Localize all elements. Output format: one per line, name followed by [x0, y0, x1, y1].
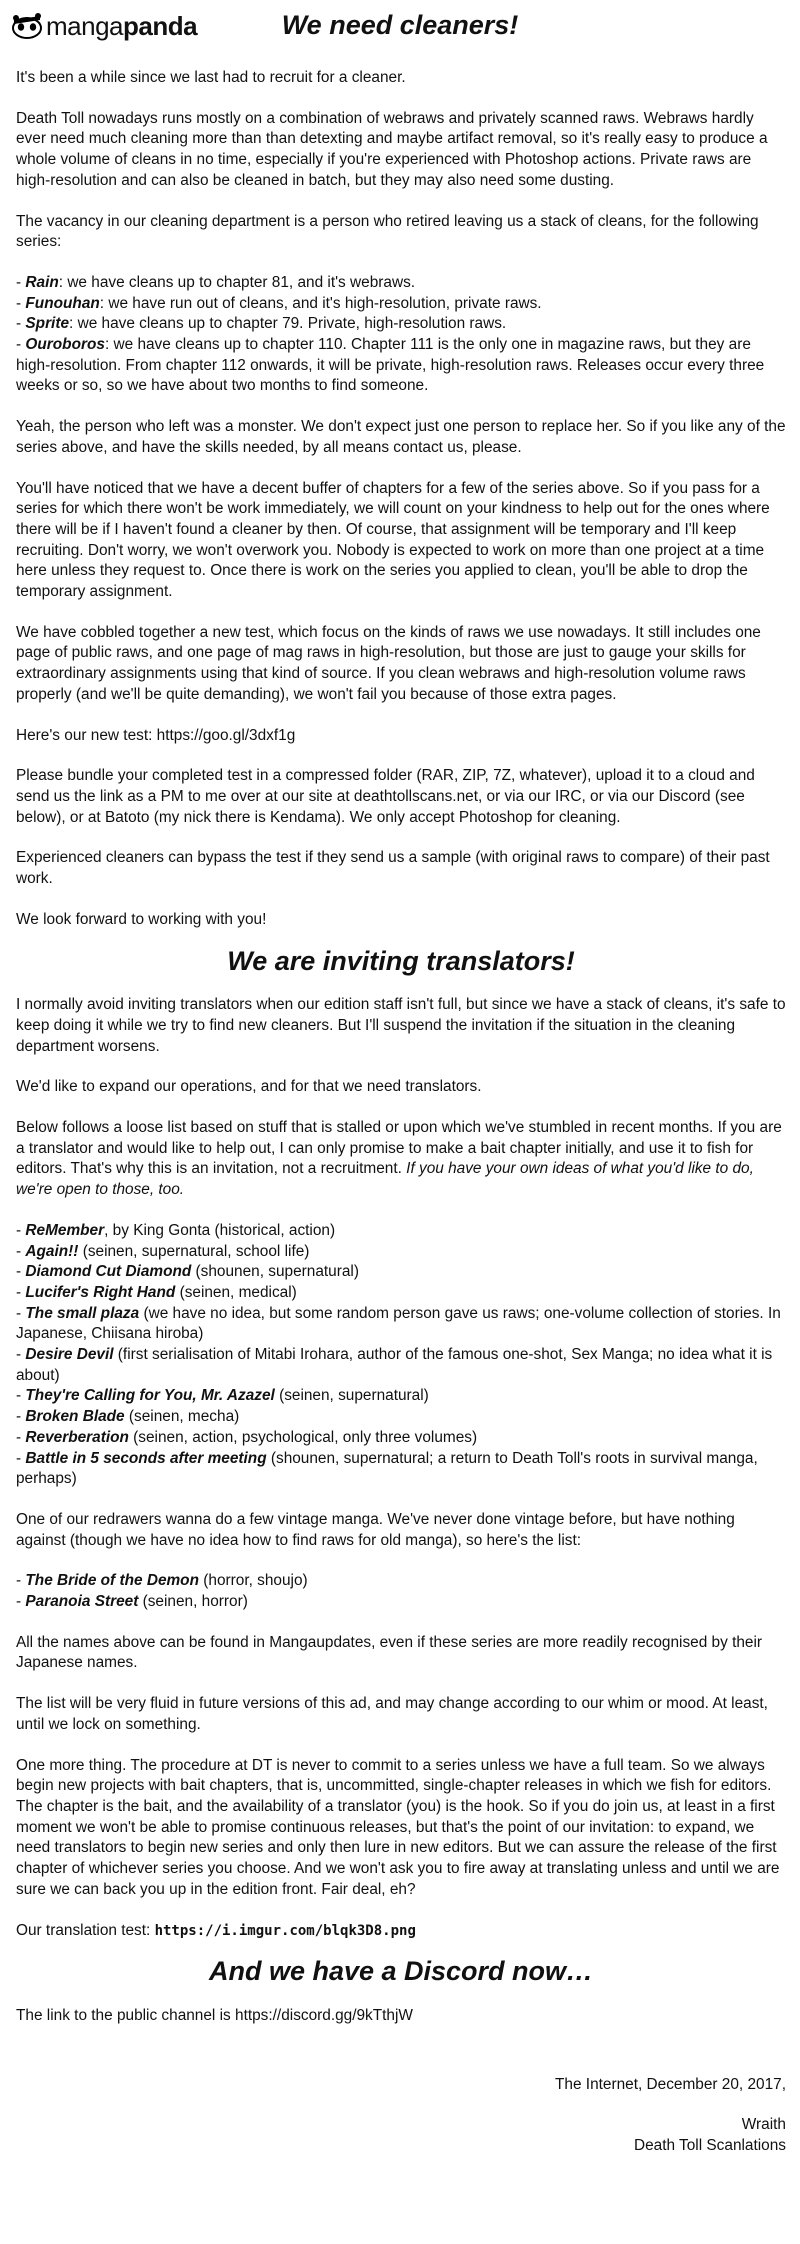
- list-item: - Again!! (seinen, supernatural, school life): [16, 1242, 310, 1260]
- paragraph: One more thing. The procedure at DT is never to commit to a series unless we have a full team. So we always begin new projects with bait chapters, that is, uncommitted, single-chapter releases in which we fish for editors. The chapter is the bait, and the availability of a translator (you) is the hook. So if you do join us, at least in a first moment we won't be able to promise continuous releases, but that's the point of our invitation: to expand, we need translators to begin new series and only then lure in new editors. But we can assure the release of the first chapter of whichever series you choose. And we won't ask you to fire away at translating unless and until we are sure we can back you up in the edition front. Fair deal, eh?: [16, 1756, 780, 1898]
- series-desc: (seinen, action, psychological, only three volumes): [128, 1428, 478, 1446]
- series-name: Funouhan: [25, 294, 100, 312]
- paragraph-text: Below follows a loose list based on stuff that is stalled or upon which we've stumbled in recent months. If you are a translator and would like to help out, I can only promise to make a bait chapter initially, and use it to fish for editors. That's why this is an invitation, not a recruitment.: [16, 1119, 782, 1178]
- paragraph: Yeah, the person who left was a monster. We don't expect just one person to replace her. So if you like any of the series above, and have the skills needed, by all means contact us, please.: [16, 418, 786, 456]
- list-item: - Broken Blade (seinen, mecha): [16, 1408, 240, 1426]
- series-name: Sprite: [25, 315, 70, 333]
- paragraph: Death Toll nowadays runs mostly on a combination of webraws and privately scanned raws. Webraws hardly ever need much cleaning more than than detexting and maybe artifact removal, so it's really easy to produce a whole volume of cleans in no time, especially if you're experienced with Photoshop actions. Private raws are high-resolution and can also be cleaned in batch, but they may also need some dusting.: [16, 109, 768, 189]
- paragraph: We look forward to working with you!: [16, 910, 267, 928]
- signature-place-date: The Internet, December 20, 2017,: [555, 2075, 786, 2093]
- heading-translators: We are inviting translators!: [227, 945, 575, 976]
- paragraph: You'll have noticed that we have a decent buffer of chapters for a few of the series above. So if you pass for a series for which there won't be work immediately, we will count on your kindness to help out for the ones where there will be if I haven't found a cleaner by then. Of course, that assignment will be temporary and I'll keep recruiting. Don't worry, we won't overwork you. Nobody is expected to work on more than one project at a time here unless they request to. Once there is work on the series you applied to clean, you'll be able to drop the temporary assignment.: [16, 479, 770, 601]
- list-item: - Reverberation (seinen, action, psychological, only three volumes): [16, 1428, 478, 1446]
- cleaning-test-link[interactable]: Here's our new test: https://goo.gl/3dxf1g: [16, 726, 296, 744]
- series-name: Battle in 5 seconds after meeting: [25, 1449, 267, 1467]
- series-desc: : we have cleans up to chapter 110. Chapter 111 is the only one in magazine raws, but they are high-resolution. From chapter 112 onwards, it will be private, high-resolution raws. Releases occur every three weeks or so, so we have about two months to find someone.: [16, 336, 765, 395]
- series-desc: (shounen, supernatural): [191, 1263, 359, 1281]
- paragraph: The list will be very fluid in future versions of this ad, and may change according to our whim or mood. At least, until we lock on something.: [16, 1695, 768, 1733]
- paragraph: We'd like to expand our operations, and for that we need translators.: [16, 1078, 482, 1096]
- list-item: - Paranoia Street (seinen, horror): [16, 1593, 248, 1611]
- logo-text-part1: manga: [46, 10, 123, 41]
- series-desc: : we have cleans up to chapter 79. Private, high-resolution raws.: [69, 315, 507, 333]
- list-item: - Rain: we have cleans up to chapter 81, and it's webraws.: [16, 273, 416, 291]
- series-desc: (first serialisation of Mitabi Irohara, author of the famous one-shot, Sex Manga; no idea what it is about): [16, 1346, 773, 1384]
- list-item: - The Bride of the Demon (horror, shoujo): [16, 1572, 308, 1590]
- series-name: Lucifer's Right Hand: [25, 1283, 176, 1301]
- signature: [16, 2075, 786, 2157]
- series-name: Ouroboros: [25, 336, 105, 354]
- series-desc: (seinen, supernatural): [274, 1387, 429, 1405]
- list-item: - ReMember, by King Gonta (historical, action): [16, 1221, 336, 1239]
- paragraph: [16, 1118, 786, 1201]
- translation-series-list: [16, 1221, 786, 1490]
- paragraph: One of our redrawers wanna do a few vintage manga. We've never done vintage before, but have nothing against (though we have no idea how to find raws for old manga), so here's the list:: [16, 1510, 735, 1549]
- series-name: Reverberation: [25, 1428, 129, 1446]
- series-desc: (seinen, medical): [175, 1283, 297, 1301]
- signature-name: Wraith: [741, 2116, 786, 2134]
- vintage-series-list: [16, 1571, 786, 1612]
- series-name: The Bride of the Demon: [25, 1572, 199, 1590]
- list-item: - Sprite: we have cleans up to chapter 79. Private, high-resolution raws.: [16, 315, 507, 333]
- article-body: [16, 68, 786, 2157]
- logo-text-part2: panda: [123, 10, 198, 41]
- series-desc: (we have no idea, but some random person gave us raws; one-volume collection of stories. In Japanese, Chiisana hiroba): [16, 1304, 781, 1343]
- heading-discord: And we have a Discord now…: [208, 1956, 594, 1987]
- series-desc: : we have cleans up to chapter 81, and it's webraws.: [58, 273, 416, 291]
- paragraph-italic-text: If you have your own ideas of what you'd like to do, we're open to those, too.: [16, 1160, 754, 1199]
- translation-test-link[interactable]: https://i.imgur.com/blqk3D8.png: [154, 1922, 416, 1939]
- cleaning-series-list: [16, 273, 786, 397]
- paragraph: It's been a while since we last had to recruit for a cleaner.: [16, 69, 406, 86]
- series-desc: (shounen, supernatural; a return to Death Toll's roots in survival manga, perhaps): [16, 1449, 758, 1488]
- series-name: Desire Devil: [25, 1346, 114, 1364]
- paragraph: We have cobbled together a new test, which focus on the kinds of raws we use nowadays. It still includes one page of public raws, and one page of mag raws in high-resolution, but those are just to gauge your skills for extraordinary assignments using that kind of source. If you clean webraws and high-resolution volume raws properly (and we'll be quite demanding), we won't fail you because of those extra pages.: [16, 623, 761, 703]
- series-desc: (seinen, mecha): [124, 1408, 240, 1426]
- series-name: Broken Blade: [25, 1408, 125, 1426]
- list-item: - Lucifer's Right Hand (seinen, medical): [16, 1283, 297, 1301]
- series-desc: , by King Gonta (historical, action): [104, 1221, 336, 1239]
- list-item: - The small plaza (we have no idea, but some random person gave us raws; one-volume collection of stories. In Japanese, Chiisana hiroba): [16, 1304, 781, 1343]
- series-name: Again!!: [25, 1242, 79, 1260]
- list-item: - Battle in 5 seconds after meeting (shounen, supernatural; a return to Death Toll's roots in survival manga, perhaps): [16, 1449, 758, 1488]
- list-item: - Desire Devil (first serialisation of Mitabi Irohara, author of the famous one-shot, Sex Manga; no idea what it is about): [16, 1346, 773, 1384]
- paragraph: All the names above can be found in Mangaupdates, even if these series are more readily recognised by their Japanese names.: [16, 1633, 763, 1672]
- series-desc: (seinen, horror): [138, 1593, 248, 1611]
- list-item: - They're Calling for You, Mr. Azazel (seinen, supernatural): [16, 1387, 429, 1405]
- paragraph: Experienced cleaners can bypass the test if they send us a sample (with original raws to compare) of their past work.: [16, 849, 770, 888]
- series-name: Paranoia Street: [25, 1593, 139, 1611]
- series-name: They're Calling for You, Mr. Azazel: [25, 1387, 275, 1405]
- signature-group: Death Toll Scanlations: [633, 2137, 786, 2155]
- list-item: - Diamond Cut Diamond (shounen, supernatural): [16, 1263, 359, 1281]
- series-name: Diamond Cut Diamond: [25, 1263, 192, 1281]
- series-name: ReMember: [25, 1221, 105, 1239]
- paragraph: The vacancy in our cleaning department is a person who retired leaving us a stack of cleans, for the following series:: [16, 212, 759, 251]
- heading-cleaners: We need cleaners!: [281, 10, 519, 40]
- discord-link[interactable]: The link to the public channel is https://discord.gg/9kTthjW: [16, 2006, 413, 2024]
- series-desc: (horror, shoujo): [199, 1572, 308, 1590]
- series-name: The small plaza: [25, 1304, 140, 1322]
- series-desc: : we have run out of cleans, and it's high-resolution, private raws.: [99, 294, 542, 312]
- series-name: Rain: [25, 273, 59, 291]
- list-item: - Ouroboros: we have cleans up to chapter 110. Chapter 111 is the only one in magazine raws, but they are high-resolution. From chapter 112 onwards, it will be private, high-resolution raws. Releases occur every three weeks or so, so we have about two months to find someone.: [16, 336, 765, 395]
- paragraph: Please bundle your completed test in a compressed folder (RAR, ZIP, 7Z, whatever), upload it to a cloud and send us the link as a PM to me over at our site at deathtollscans.net, or via our IRC, or via our Discord (see below), or at Batoto (my nick there is Kendama). We only accept Photoshop for cleaning.: [16, 767, 755, 826]
- list-item: - Funouhan: we have run out of cleans, and it's high-resolution, private raws.: [16, 294, 542, 312]
- series-desc: (seinen, supernatural, school life): [78, 1242, 310, 1260]
- signature-name-block: [16, 2115, 786, 2156]
- translation-test: [16, 1921, 786, 1942]
- translation-test-label: Our translation test:: [16, 1921, 155, 1939]
- paragraph: I normally avoid inviting translators when our edition staff isn't full, but since we have a stack of cleans, it's safe to keep doing it while we try to find new cleaners. But I'll suspend the invitation if the situation in the cleaning department worsens.: [16, 996, 786, 1055]
